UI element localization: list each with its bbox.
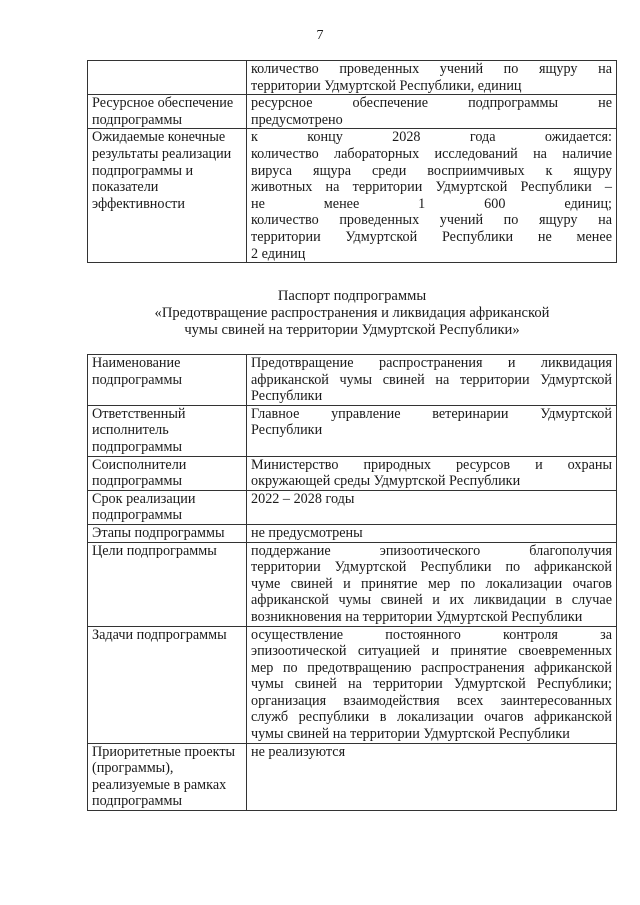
row-label: Приоритетные проекты (программы), реализуемые в рамках подпрограммы xyxy=(88,743,247,810)
page-number: 7 xyxy=(316,28,324,43)
row-value xyxy=(247,743,617,810)
value-line: Республики xyxy=(251,422,323,439)
row-label: Соисполнители подпрограммы xyxy=(88,456,247,490)
value-line: животных на территории Удмуртской Республики – xyxy=(251,179,612,196)
value-line: чумы свиней на территории Удмуртской Республики xyxy=(251,726,570,743)
value-line: организация взаимодействия всех заинтересованных xyxy=(251,692,612,709)
value-line: Министерство природных ресурсов и охраны xyxy=(251,456,612,473)
row-value xyxy=(247,626,617,743)
value-line: 2022 – 2028 годы xyxy=(251,490,355,507)
table-row xyxy=(88,61,617,95)
table-row xyxy=(88,490,617,524)
row-label: Наименование подпрограммы xyxy=(88,355,247,406)
table-row xyxy=(88,355,617,406)
table-row xyxy=(88,524,617,542)
value-line: не реализуются xyxy=(251,743,346,760)
value-line: мер по предотвращению распространения африканской xyxy=(251,659,612,676)
row-label: Этапы подпрограммы xyxy=(88,524,247,542)
value-line: количество лабораторных исследований на наличие xyxy=(251,145,612,162)
value-line: эпизоотической ситуацией и принятие своевременных xyxy=(251,643,612,660)
value-line: возникновения на территории Удмуртской Республики xyxy=(251,608,583,625)
value-line: Республики xyxy=(251,388,323,405)
value-line: территории Удмуртской Республики по африканской xyxy=(251,559,612,576)
passport-title-line: Паспорт подпрограммы xyxy=(277,288,427,304)
row-value xyxy=(247,456,617,490)
value-line: Предотвращение распространения и ликвидация xyxy=(251,355,612,371)
subprogram-passport-table-continued xyxy=(87,60,617,263)
value-line: поддержание эпизоотического благополучия xyxy=(251,542,612,559)
value-line: окружающей среды Удмуртской Республики xyxy=(251,473,521,490)
passport-heading xyxy=(87,288,617,340)
row-label: Цели подпрограммы xyxy=(88,542,247,626)
passport-title-line: чумы свиней на территории Удмуртской Республики» xyxy=(184,322,520,339)
row-label: Задачи подпрограммы xyxy=(88,626,247,743)
value-line: территории Удмуртской Республики, единиц xyxy=(251,77,522,94)
table-row xyxy=(88,542,617,626)
value-line: африканской чумы свиней на территории Удмуртской xyxy=(251,371,612,388)
row-value xyxy=(247,405,617,456)
value-line: вируса ящура среди восприимчивых к ящуру xyxy=(251,162,612,179)
row-value xyxy=(247,355,617,406)
value-line: чумы свиней на территории Удмуртской Республики; xyxy=(251,676,612,693)
value-line: 2 единиц xyxy=(251,245,306,262)
value-line: предусмотрено xyxy=(251,111,343,128)
value-line: территории Удмуртской Республики не менее xyxy=(251,228,612,245)
value-line: чуме свиней и принятие мер по локализации очагов xyxy=(251,575,612,592)
row-label xyxy=(88,61,247,95)
table-row xyxy=(88,129,617,263)
row-value xyxy=(247,95,617,129)
row-label: Ожидаемые конечные результаты реализации подпрограммы и показатели эффективности xyxy=(88,129,247,263)
row-value xyxy=(247,61,617,95)
value-line: количество проведенных учений по ящуру на xyxy=(251,212,612,229)
value-line: не менее 1 600 единиц; xyxy=(251,195,612,212)
passport-title-line: «Предотвращение распространения и ликвидация африканской xyxy=(154,305,550,322)
table-row xyxy=(88,456,617,490)
row-value xyxy=(247,524,617,542)
row-value xyxy=(247,129,617,263)
table-row xyxy=(88,743,617,810)
row-value xyxy=(247,490,617,524)
value-line: служб республики в локализации очагов африканской xyxy=(251,709,612,726)
value-line: ресурсное обеспечение подпрограммы не xyxy=(251,95,612,112)
table-row xyxy=(88,405,617,456)
subprogram-passport-table xyxy=(87,354,617,811)
table-row xyxy=(88,626,617,743)
row-label: Срок реализации подпрограммы xyxy=(88,490,247,524)
value-line: осуществление постоянного контроля за xyxy=(251,626,612,643)
value-line: количество проведенных учений по ящуру на xyxy=(251,61,612,77)
row-value xyxy=(247,542,617,626)
row-label: Ресурсное обеспечение подпрограммы xyxy=(88,95,247,129)
value-line: не предусмотрены xyxy=(251,524,363,541)
value-line: к концу 2028 года ожидается: xyxy=(251,129,612,146)
value-line: Главное управление ветеринарии Удмуртской xyxy=(251,405,612,422)
value-line: африканской чумы свиней и их ликвидации в случае xyxy=(251,592,612,609)
table-row xyxy=(88,95,617,129)
row-label: Ответственный исполнитель подпрограммы xyxy=(88,405,247,456)
